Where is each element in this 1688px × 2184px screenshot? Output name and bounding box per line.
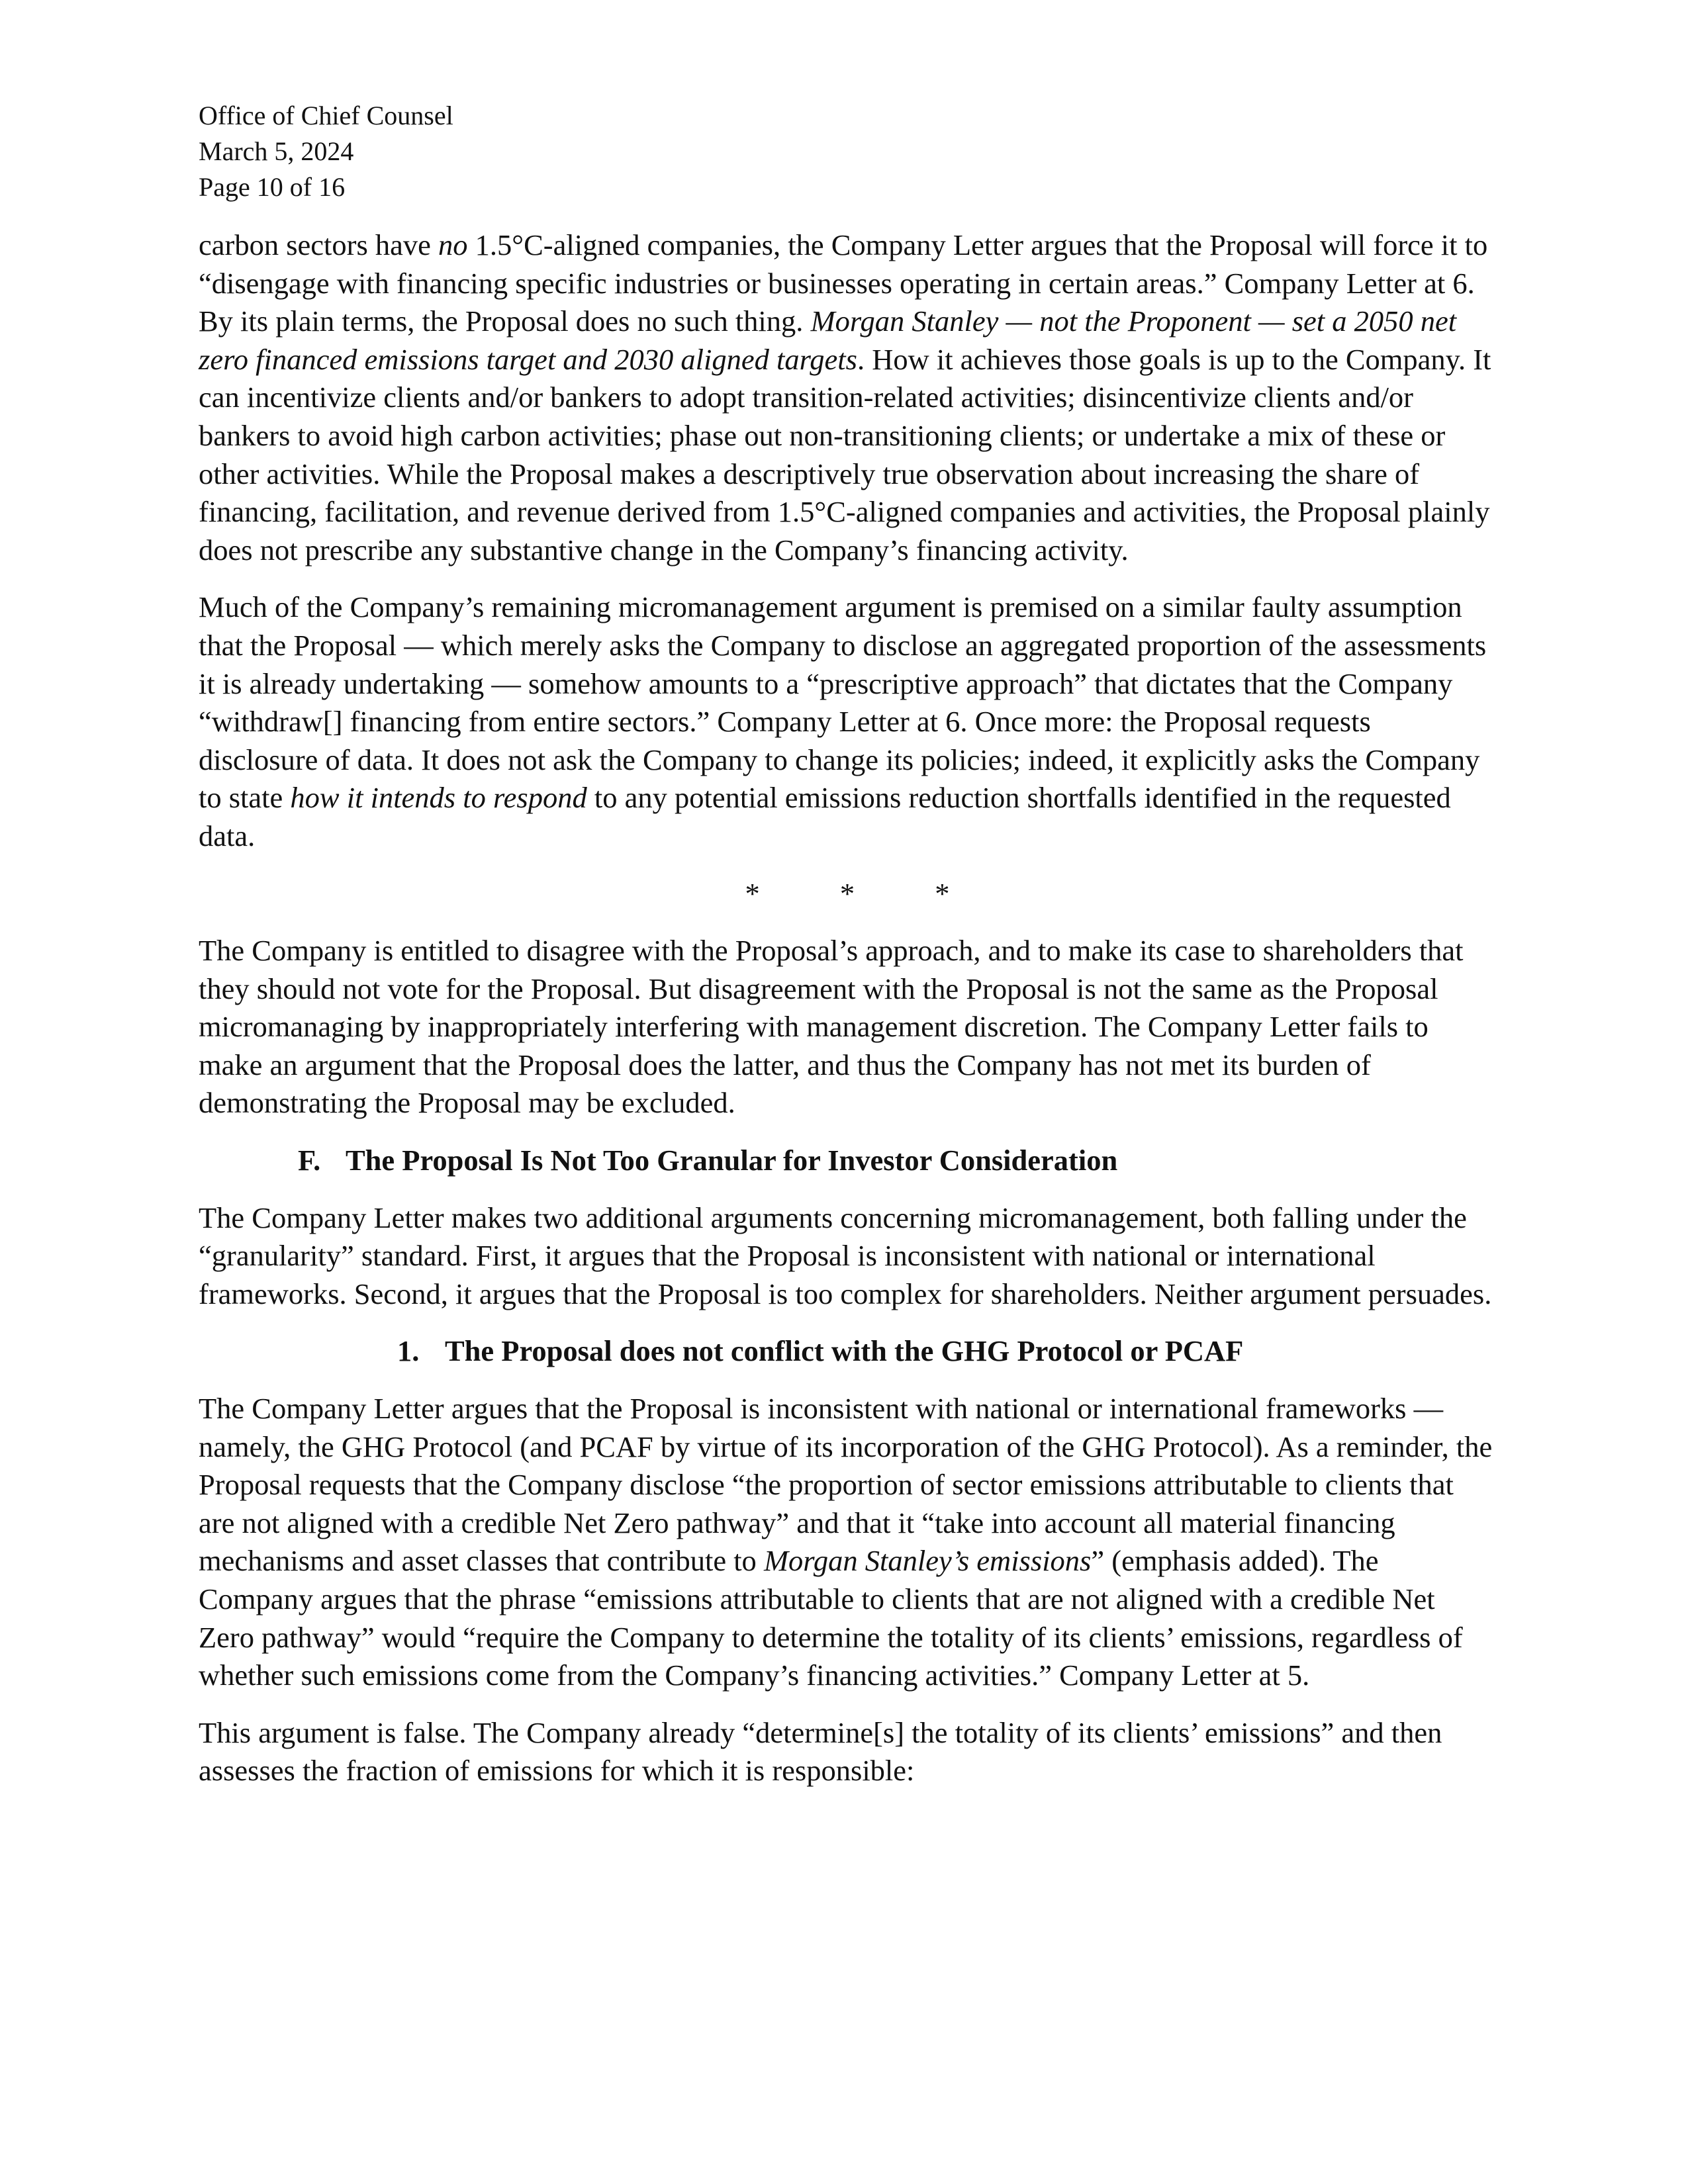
paragraph-financing-activity xyxy=(199,226,1496,569)
text-run: Much of the Company’s remaining micromanagement argument is premised on a similar faulty assumption that the Proposal — which merely asks the Company to disclose an aggregated proportion of the assessments it is already undertaking — somehow amounts to a “prescriptive approach” that dictates that the Company “withdraw[] financing from entire sectors.” Company Letter at 6. Once more: the Proposal requests disclosure of data. It does not ask the Company to change its policies; indeed, it explicitly asks the Company to state xyxy=(199,590,1487,815)
text-run: . How it achieves those goals is up to the Company. It can incentivize clients and/or bankers to adopt transition-related activities; disincentivize clients and/or bankers to avoid high carbon activities; phase out non-transitioning clients; or undertake a mix of these or other activities. While the Proposal makes a descriptively true observation about increasing the share of financing, facilitation, and revenue derived from 1.5°C-aligned companies and activities, the Proposal plainly does not prescribe any substantive change in the Company’s financing activity. xyxy=(199,342,1491,567)
document-page xyxy=(199,98,1496,1809)
text-run: to any potential emissions reduction shortfalls identified in the requested data. xyxy=(199,781,1451,852)
paragraph-ghg-protocol xyxy=(199,1390,1496,1695)
paragraph-argument-false: This argument is false. The Company already “determine[s] the totality of its clients’ emissions” and then assesses the fraction of emissions for which it is responsible: xyxy=(199,1715,1442,1788)
section-heading-f xyxy=(199,1142,1496,1180)
heading-label: 1. xyxy=(397,1334,420,1368)
paragraph-disagreement: The Company is entitled to disagree with the Proposal’s approach, and to make its case to shareholders that they should not vote for the Proposal. But disagreement with the Proposal is not the same as the Proposal micromanaging by inappropriately interfering with management discretion. The Company Letter fails to make an argument that the Proposal does the latter, and thus the Company has not met its burden of demonstrating the Proposal may be excluded. xyxy=(199,934,1464,1120)
heading-text: The Proposal Is Not Too Granular for Investor Consideration xyxy=(346,1144,1118,1177)
text-run: The Company Letter argues that the Proposal is inconsistent with national or international frameworks — namely, the GHG Protocol (and PCAF by virtue of its incorporation of the GHG Protocol). As a reminder, the Proposal requests that the Company disclose “the proportion of sector emissions attributable to clients that are not aligned with a credible Net Zero pathway” and that it “take into account all material financing mechanisms and asset classes that contribute to xyxy=(199,1392,1493,1578)
section-separator: * * * xyxy=(745,876,950,910)
header-recipient: Office of Chief Counsel xyxy=(199,101,453,130)
emphasis-text: how it intends to respond xyxy=(290,781,587,815)
text-run: 1.5°C-aligned companies, the Company Letter argues that the Proposal will force it to “disengage with financing specific industries or businesses operating in certain areas.” Company Letter at 6. By its plain terms, the Proposal does no such thing. xyxy=(199,228,1488,338)
heading-text: The Proposal does not conflict with the GHG Protocol or PCAF xyxy=(445,1334,1244,1368)
emphasis-text: no xyxy=(438,228,468,261)
header-page-number: Page 10 of 16 xyxy=(199,172,346,202)
paragraph-granularity: The Company Letter makes two additional arguments concerning micromanagement, both falling under the “granularity” standard. First, it argues that the Proposal is inconsistent with national or international frameworks. Second, it argues that the Proposal is too complex for shareholders. Neither argument persuades. xyxy=(199,1201,1492,1310)
subsection-heading-1 xyxy=(199,1332,1496,1371)
heading-label: F. xyxy=(298,1144,321,1177)
text-run: carbon sectors have xyxy=(199,228,439,261)
header-date: March 5, 2024 xyxy=(199,136,354,166)
paragraph-micromanagement-argument xyxy=(199,588,1496,855)
emphasis-text: Morgan Stanley — not the Proponent — set a 2050 net zero financed emissions target and 2030 aligned targets xyxy=(199,304,1457,376)
text-run: ” (emphasis added). The Company argues that the phrase “emissions attributable to clients that are not aligned with a credible Net Zero pathway” would “require the Company to determine the totality of its clients’ emissions, regardless of whether such emissions come from the Company’s financing activities.” Company Letter at 5. xyxy=(199,1544,1463,1692)
emphasis-text: Morgan Stanley’s emissions xyxy=(763,1544,1092,1578)
letter-header xyxy=(199,98,1496,205)
